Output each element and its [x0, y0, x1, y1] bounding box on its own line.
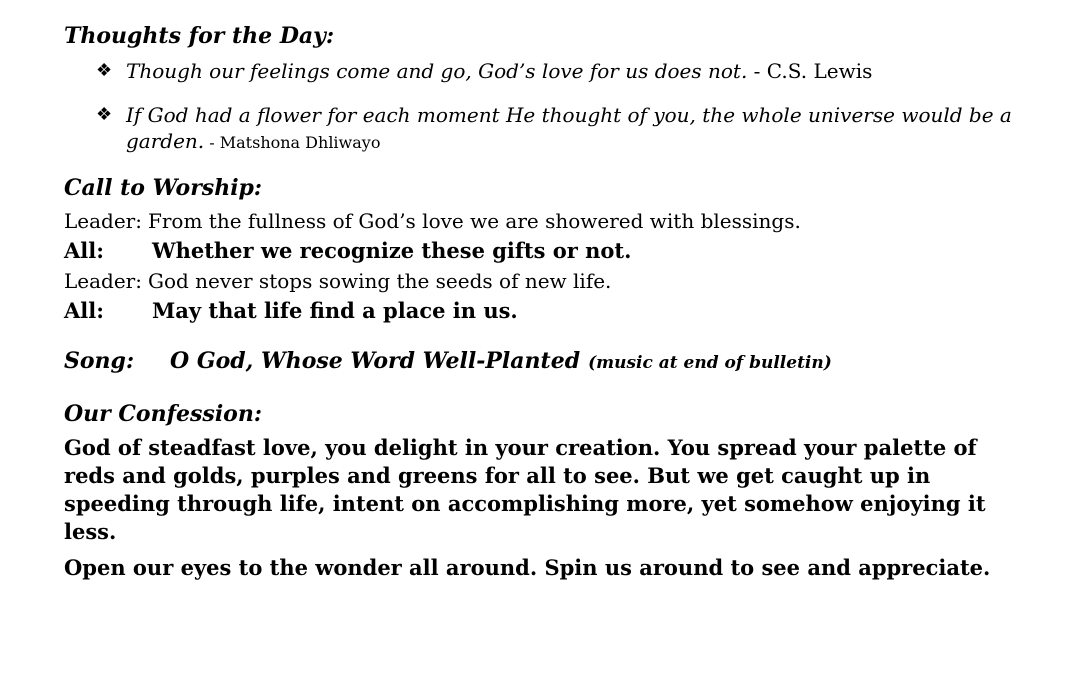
diamond-bullet-icon: ❖	[96, 60, 113, 81]
quote-text: Though our feelings come and go, God’s love for us does not.	[126, 59, 748, 83]
song-note: (music at end of bulletin)	[588, 353, 832, 373]
call-to-worship-heading: Call to Worship:	[64, 175, 263, 201]
speaker-label: Leader:	[64, 209, 142, 233]
litany-line-all	[64, 236, 1024, 266]
confession-section	[64, 400, 1024, 582]
litany-line-all	[64, 296, 1024, 326]
list-item	[64, 58, 1024, 84]
quote-author: - C.S. Lewis	[747, 59, 873, 83]
thoughts-heading: Thoughts for the Day:	[64, 23, 335, 49]
diamond-bullet-icon: ❖	[96, 104, 113, 125]
confession-paragraph: God of steadfast love, you delight in your creation. You spread your palette of reds and golds, purples and greens for all to see. But we get caught up in speeding through life, intent on accomplishing more, yet somehow enjoying it less.	[64, 435, 986, 544]
confession-heading: Our Confession:	[64, 401, 262, 427]
litany-text: From the fullness of God’s love we are showered with blessings.	[147, 209, 801, 233]
bulletin-page	[64, 22, 1024, 582]
litany-line-leader	[64, 266, 1024, 296]
quote-author: - Matshona Dhliwayo	[204, 133, 381, 152]
song-line	[64, 348, 1024, 374]
call-to-worship-section	[64, 174, 1024, 326]
speaker-label: All:	[64, 238, 105, 263]
song-label: Song:	[64, 348, 135, 374]
litany-text: May that life find a place in us.	[152, 298, 518, 323]
thoughts-list	[64, 58, 1024, 156]
speaker-label: Leader:	[64, 269, 142, 293]
list-item	[64, 102, 1024, 156]
song-title: O God, Whose Word Well-Planted	[170, 348, 581, 374]
speaker-label: All:	[64, 298, 105, 323]
quote-text: If God had a flower for each moment He thought of you, the whole universe would be a garden.	[126, 103, 1012, 153]
litany-text: Whether we recognize these gifts or not.	[152, 238, 632, 263]
confession-paragraph: Open our eyes to the wonder all around. Spin us around to see and appreciate.	[64, 555, 991, 580]
litany-text: God never stops sowing the seeds of new life.	[147, 269, 612, 293]
litany-line-leader	[64, 206, 1024, 236]
